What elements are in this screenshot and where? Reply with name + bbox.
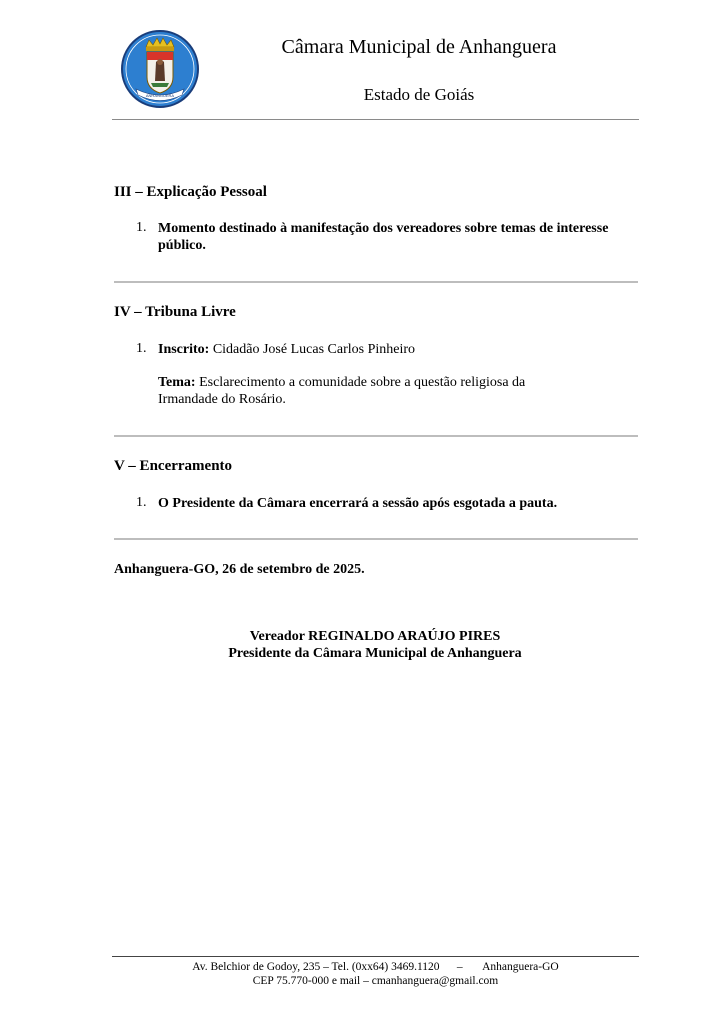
registrant-value: Cidadão José Lucas Carlos Pinheiro: [212, 342, 416, 357]
list-item-text: O Presidente da Câmara encerrará a sessão após esgotada a pauta.: [158, 496, 558, 511]
municipal-crest-logo: [120, 29, 200, 109]
state-name: Estado de Goiás: [363, 85, 475, 104]
section-divider: [114, 281, 638, 283]
registrant-label: Inscrito:: [158, 342, 210, 357]
crest-ribbon-text: ANHANGUERA: [145, 93, 175, 98]
signatory-role: Presidente da Câmara Municipal de Anhanguera: [228, 646, 522, 661]
list-number: 1.: [136, 220, 147, 235]
theme-value: Esclarecimento a comunidade sobre a questão religiosa da Irmandade do Rosário.: [158, 375, 526, 407]
list-number: 1.: [136, 495, 147, 510]
footer-contact-line: CEP 75.770-000 e mail – cmanhanguera@gmail.com: [252, 975, 499, 987]
footer-city: Anhanguera-GO: [482, 961, 559, 973]
footer-address-line: [112, 960, 639, 974]
footer-divider: [112, 956, 639, 957]
list-number: 1.: [136, 341, 147, 356]
list-item-text: Momento destinado à manifestação dos vereadores sobre temas de interesse público.: [158, 221, 609, 253]
footer-address: Av. Belchior de Godoy, 235 – Tel. (0xx64) 3469.1120: [192, 961, 440, 973]
institution-name: Câmara Municipal de Anhanguera: [281, 36, 557, 58]
section-divider: [114, 435, 638, 437]
theme-paragraph: [158, 374, 558, 408]
registrant-line: [158, 341, 628, 358]
section-title-explicacao-pessoal: III – Explicação Pessoal: [114, 184, 267, 200]
section-title-tribuna-livre: IV – Tribuna Livre: [114, 304, 236, 320]
section-title-encerramento: V – Encerramento: [114, 458, 233, 474]
section-divider: [114, 538, 638, 540]
footer-separator: –: [456, 961, 463, 973]
theme-label: Tema:: [158, 375, 196, 390]
signatory-name: Vereador REGINALDO ARAÚJO PIRES: [249, 629, 501, 644]
header-divider: [112, 119, 639, 120]
date-line: Anhanguera-GO, 26 de setembro de 2025.: [114, 562, 365, 577]
